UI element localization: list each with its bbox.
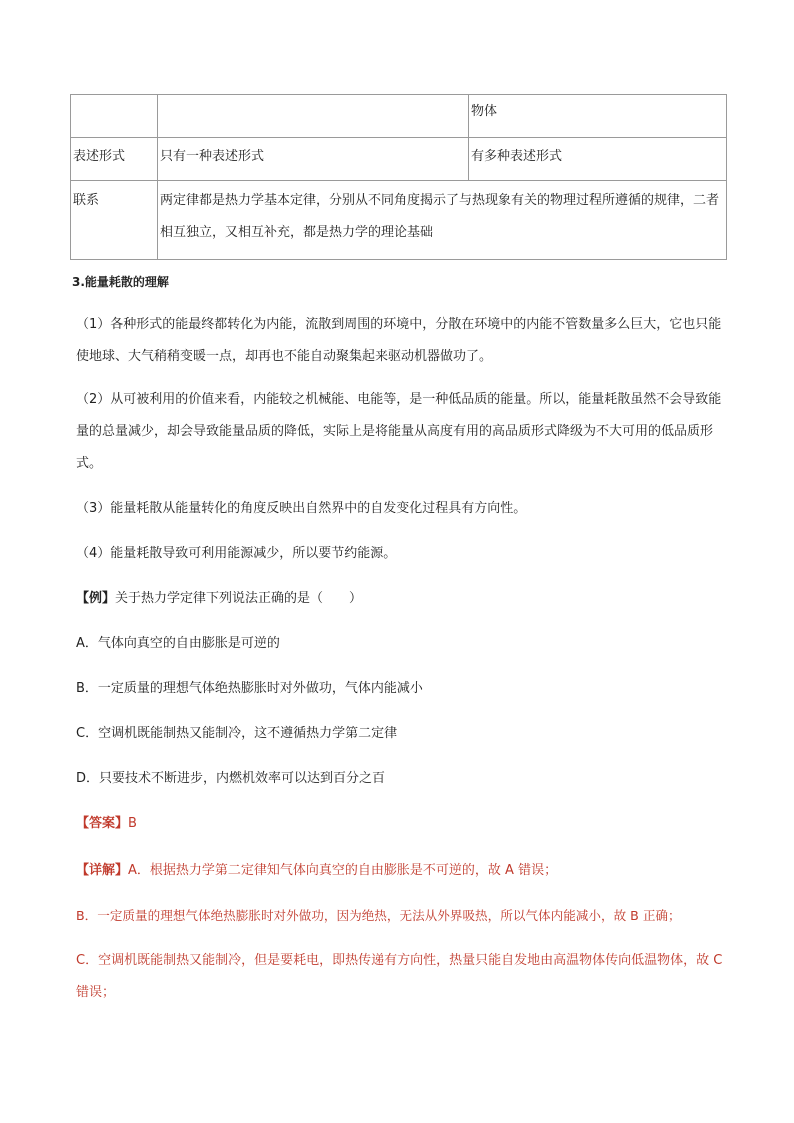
comparison-table (70, 94, 727, 260)
paragraph: （2）从可被利用的价值来看，内能较之机械能、电能等，是一种低品质的能量。所以，能量耗散虽然不会导致能量的总量减少，却会导致能量品质的降低，实际上是将能量从高度有用的高品质形式降级为不大可用的低品质形式。 (76, 392, 722, 471)
answer-tag: 【答案】 (76, 816, 129, 831)
detail-a (76, 855, 726, 887)
paragraph: （1）各种形式的能最终都转化为内能，流散到周围的环境中，分散在环境中的内能不管数量多么巨大，它也只能使地球、大气稍稍变暖一点，却再也不能自动聚集起来驱动机器做功了。 (76, 317, 722, 364)
answer-line (76, 808, 726, 840)
paragraph: （3）能量耗散从能量转化的角度反映出自然界中的自发变化过程具有方向性。 (76, 501, 527, 516)
table-row (71, 138, 727, 181)
detail-b: B．一定质量的理想气体绝热膨胀时对外做功，因为绝热，无法从外界吸热，所以气体内能减小，故 B 正确； (76, 908, 681, 923)
answer-value: B (128, 816, 137, 831)
paragraph: （4）能量耗散导致可利用能源减少，所以要节约能源。 (76, 546, 397, 561)
table-cell: 两定律都是热力学基本定律，分别从不同角度揭示了与热现象有关的物理过程所遵循的规律，二者相互独立，又相互补充，都是热力学的理论基础 (158, 181, 727, 260)
option-d: D．只要技术不断进步，内燃机效率可以达到百分之百 (76, 771, 386, 786)
detail-tag: 【详解】 (76, 863, 129, 878)
section-heading: 3.能量耗散的理解 (72, 275, 169, 289)
table-row (71, 181, 727, 260)
table-cell: 有多种表述形式 (469, 138, 727, 181)
detail-c: C．空调机既能制热又能制冷，但是要耗电，即热传递有方向性，热量只能自发地由高温物体传向低温物体，故 C 错误； (76, 953, 723, 1000)
example-tag: 【例】 (76, 591, 116, 606)
table-cell: 只有一种表述形式 (158, 138, 469, 181)
table-cell (158, 95, 469, 138)
table-cell: 物体 (469, 95, 727, 138)
table-row (71, 95, 727, 138)
example-question (76, 583, 726, 615)
table-cell: 联系 (71, 181, 158, 260)
detail-a-text: A．根据热力学第二定律知气体向真空的自由膨胀是不可逆的，故 A 错误； (128, 863, 558, 878)
table-cell (71, 95, 158, 138)
option-b: B．一定质量的理想气体绝热膨胀时对外做功，气体内能减小 (76, 681, 423, 696)
question-text: 关于热力学定律下列说法正确的是（ ） (115, 591, 363, 606)
option-a: A．气体向真空的自由膨胀是可逆的 (76, 636, 280, 651)
table-cell: 表述形式 (71, 138, 158, 181)
option-c: C．空调机既能制热又能制冷，这不遵循热力学第二定律 (76, 726, 398, 741)
